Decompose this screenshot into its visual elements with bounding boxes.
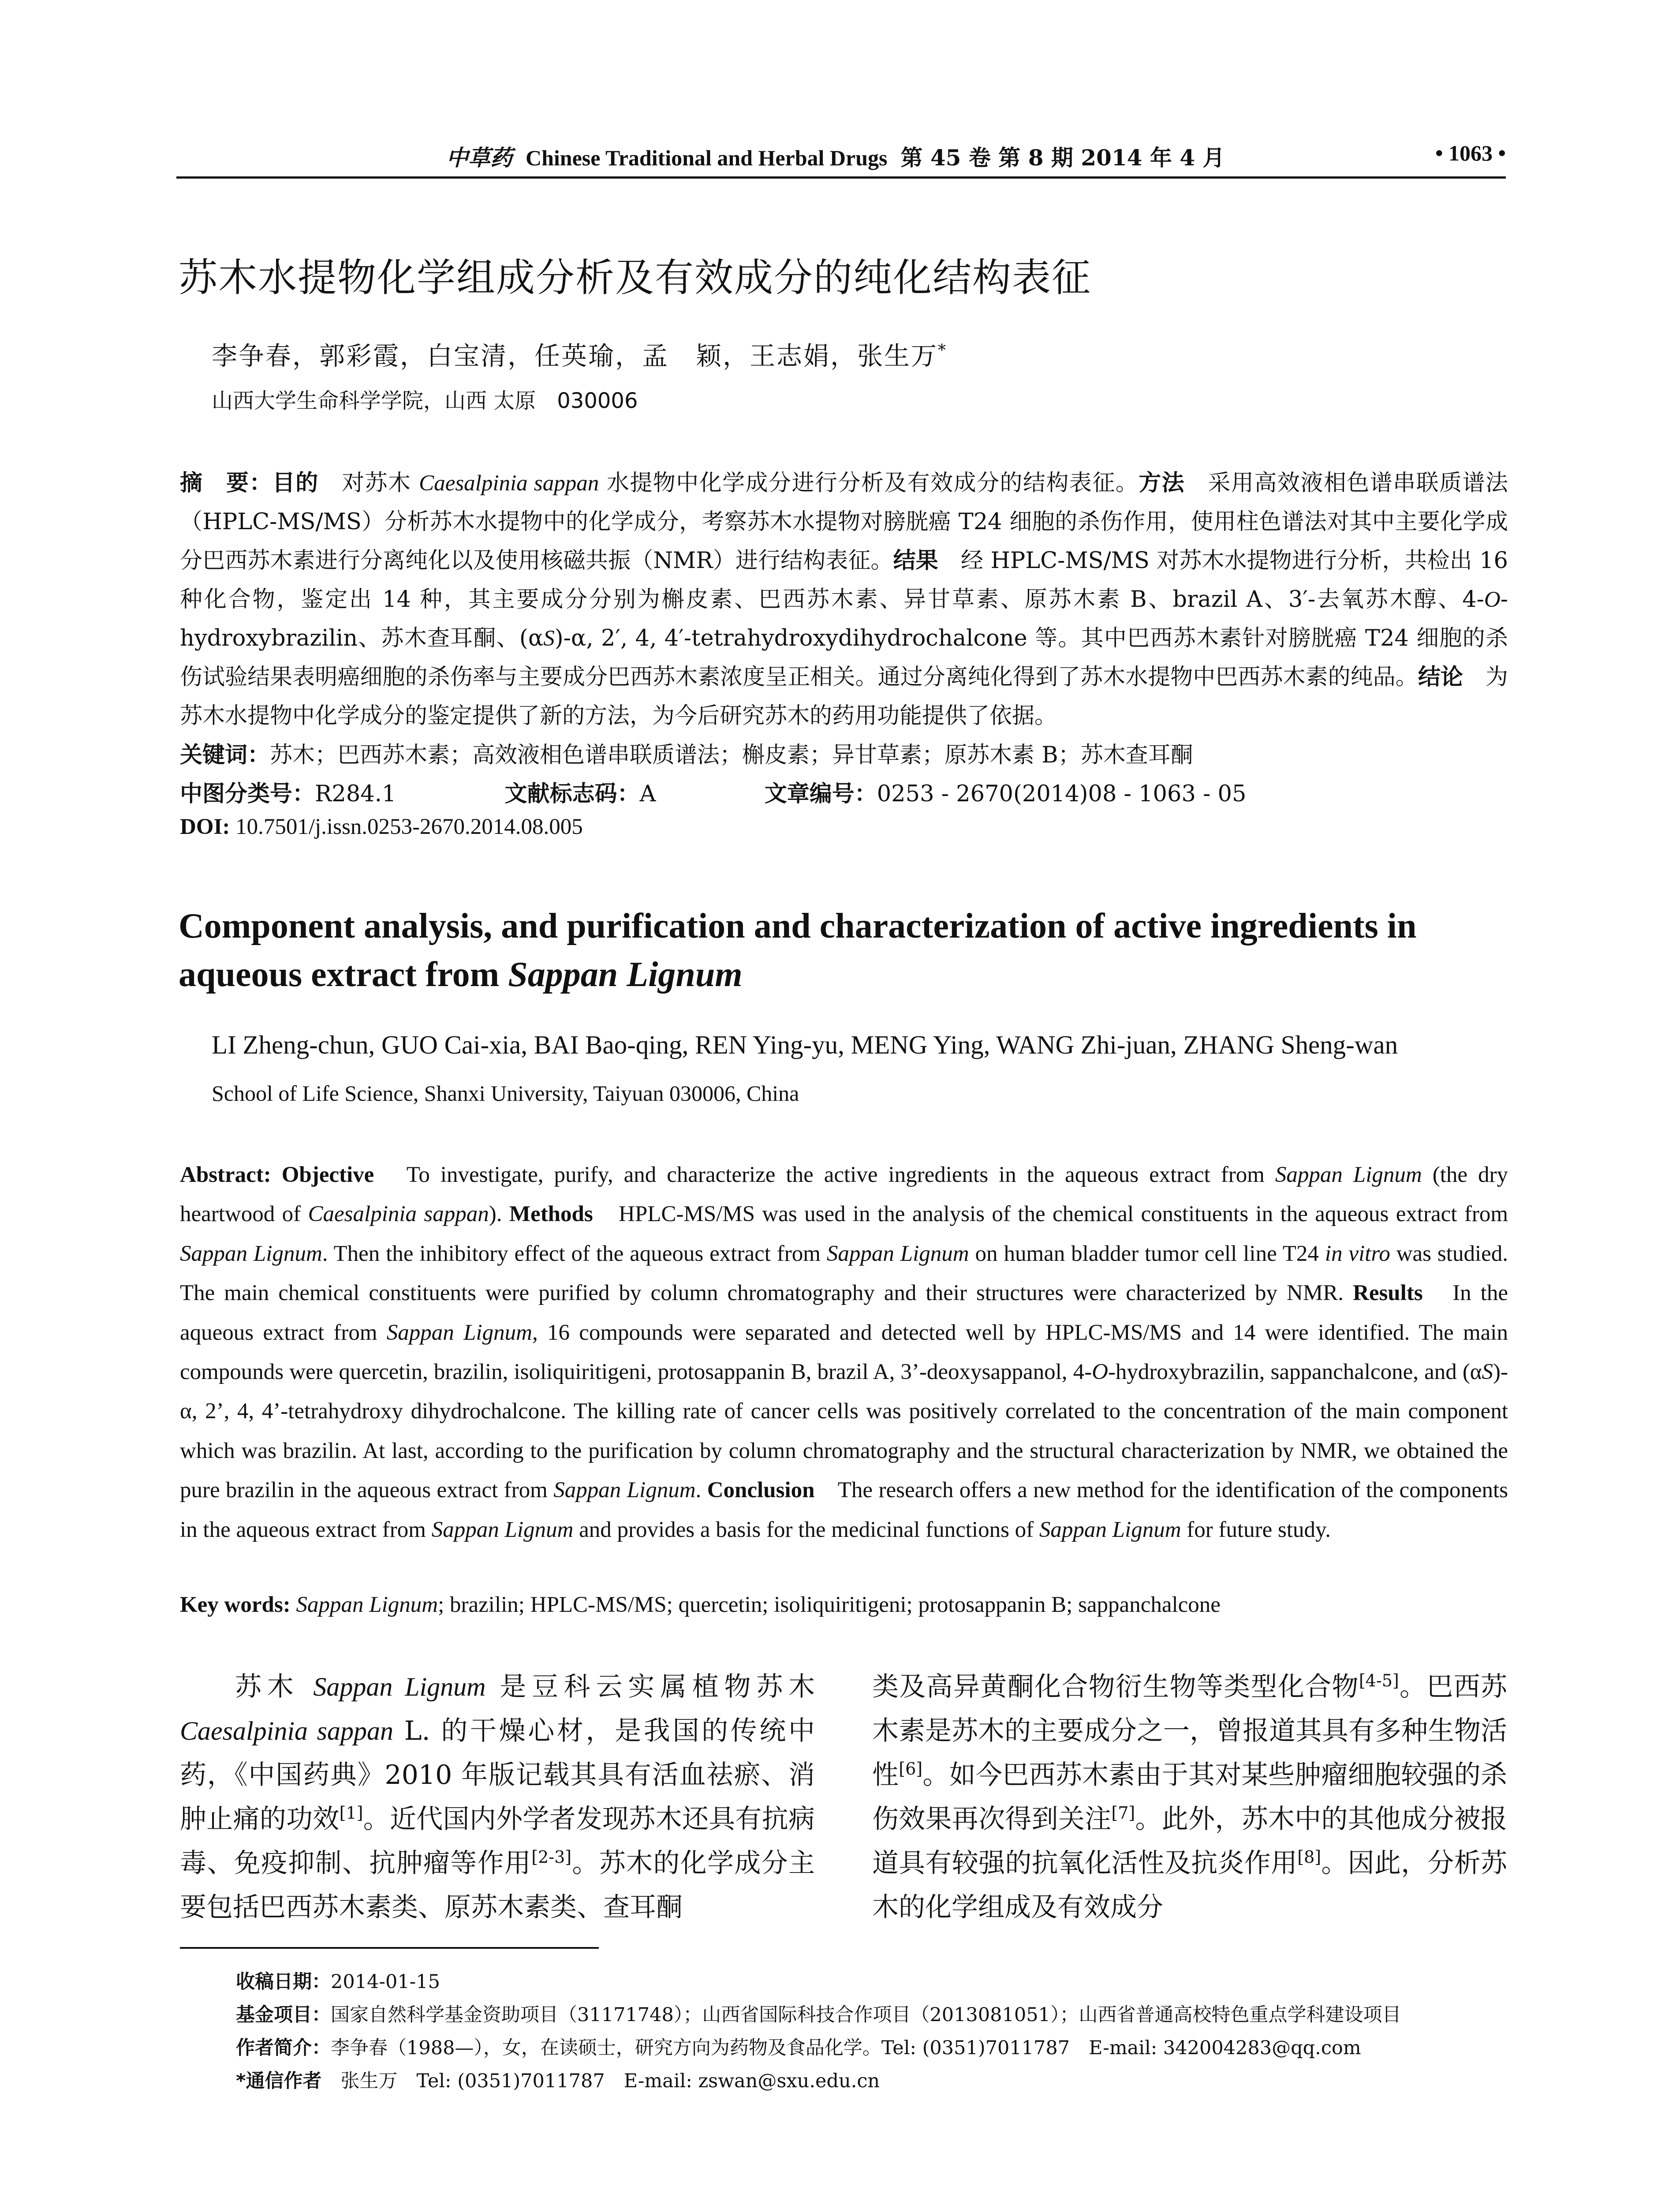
conclusion-text: 为苏木水提物中化学成分的鉴定提供了新的方法，为今后研究苏木的药用功能提供了依据。: [180, 664, 1508, 729]
italic-sappan: Sappan Lignum: [826, 1241, 969, 1266]
authors-cn-text: 李争春，郭彩霞，白宝清，任英瑜，孟 颖，王志娟，张生万: [212, 341, 938, 371]
corresponding-mark: *: [938, 341, 948, 360]
title-en-italic: Sappan Lignum: [508, 955, 743, 994]
body-text: 是豆科云实属植物苏木: [485, 1671, 815, 1702]
abstract-cn: [180, 464, 1508, 736]
journal-name-en: Chinese Traditional and Herbal Drugs: [526, 146, 888, 170]
author-bio-text: 李争春（1988—），女，在读硕士，研究方向为药物及食品化学。Tel: (0351)7011787 E-mail: 342004283@qq.com: [331, 2037, 1361, 2059]
abstract-en-text: (the dry heartwood of: [180, 1162, 1508, 1227]
objective-text: 对苏木: [318, 470, 419, 496]
abstract-en-text: In the aqueous extract from: [180, 1281, 1508, 1345]
clc-label: 中图分类号：: [180, 781, 315, 807]
classification-line: [180, 775, 1246, 808]
journal-name: [446, 140, 1225, 172]
italic-sappan: Sappan Lignum: [553, 1478, 696, 1503]
keywords-en: [180, 1592, 1508, 1618]
received-date: 2014-01-15: [331, 1971, 440, 1993]
results-text-3: )-α, 2′, 4, 4′-tetrahydroxydihydrochalcone 等。其中巴西苏木素针对膀胱癌 T24 细胞的杀伤试验结果表明癌细胞的杀伤率与主要成分巴西苏木素浓度呈正相关。通过分离纯化得到了苏木水提物中巴西苏木素的纯品。: [180, 625, 1508, 690]
article-number-value: 0253 - 2670(2014)08 - 1063 - 05: [877, 781, 1247, 807]
body-text: 。近代国内外学者发现苏木还具有抗病毒、免疫抑制、抗肿瘤等作用: [180, 1804, 815, 1879]
body-italic: Sappan Lignum: [313, 1672, 486, 1701]
objective-label: 目的: [272, 470, 319, 496]
italic-o: O: [1092, 1360, 1108, 1385]
abstract-en: [180, 1155, 1508, 1550]
footnote-author: [236, 2033, 1515, 2060]
title-en-text: Component analysis, and purification and characterization of active ingredients in aqueous extract from: [179, 907, 1417, 994]
abstract-en-label: Abstract: Objective: [180, 1162, 374, 1187]
abstract-en-text: To investigate, purify, and characterize the active ingredients in the aqueous extract from: [374, 1162, 1275, 1187]
authors-cn: [212, 335, 947, 372]
keywords-en-label: Key words:: [180, 1592, 291, 1617]
italic-sappan: Sappan Lignum: [1275, 1162, 1422, 1187]
clc-value: R284.1: [315, 781, 396, 807]
doc-code-value: A: [639, 781, 656, 807]
results-label: 结果: [893, 548, 938, 574]
author-bio-label: 作者简介：: [236, 2037, 331, 2059]
results-text: 经 HPLC-MS/MS 对苏木水提物进行分析，共检出 16 种化合物，鉴定出 14 种，其主要成分分别为槲皮素、巴西苏木素、异甘草素、原苏木素 B、brazil A、3′-去氧苏木醇、4-: [180, 548, 1508, 613]
abstract-en-text: .: [695, 1478, 707, 1503]
body-text: 。苏木的化学成分主要包括巴西苏木素类、原苏木素类、查耳酮: [180, 1848, 815, 1923]
abstract-en-text: )-α, 2’, 4, 4’-tetrahydroxy dihydrochalcone. The killing rate of cancer cells was positively correlated to the concentration of the main component which was brazilin. At last, according to the purification by column chromatography and the structural characterization by NMR, we obtained the pure brazilin in the aqueous extract from: [180, 1360, 1508, 1503]
results-italic-o: O: [1484, 587, 1501, 612]
affiliation-cn: 山西大学生命科学学院，山西 太原 030006: [212, 389, 638, 413]
title-en: [179, 902, 1510, 999]
italic-sappan: Sappan Lignum: [431, 1517, 574, 1542]
fund-label: 基金项目：: [236, 2004, 331, 2026]
body-text: 。因此，分析苏木的化学组成及有效成分: [872, 1848, 1508, 1923]
doc-code-label: 文献标志码：: [504, 781, 640, 807]
citation: [1]: [339, 1803, 363, 1823]
body-text: 。巴西苏木素是苏木的主要成分之一，曾报道其具有多种生物活性: [872, 1671, 1508, 1790]
corresponding-label: *通信作者: [236, 2070, 322, 2092]
results-en-label: Results: [1352, 1281, 1423, 1306]
keywords-cn: [180, 736, 1193, 769]
conclusion-en-label: Conclusion: [707, 1478, 815, 1503]
abstract-en-text: -hydroxybrazilin, sappanchalcone, and (α: [1108, 1360, 1482, 1385]
abstract-label: 摘 要：: [180, 470, 273, 496]
italic-sappan: Sappan Lignum: [1039, 1517, 1181, 1542]
body-column-left: [180, 1665, 815, 1929]
footnote-received: [236, 1967, 1515, 1994]
received-label: 收稿日期：: [236, 1971, 331, 1993]
italic-sappan: Sappan Lignum: [386, 1320, 532, 1345]
keywords-cn-text: 苏木；巴西苏木素；高效液相色谱串联质谱法；槲皮素；异甘草素；原苏木素 B；苏木查耳酮: [270, 742, 1193, 768]
abstract-en-text: for future study.: [1181, 1517, 1331, 1542]
abstract-en-text: HPLC-MS/MS was used in the analysis of the chemical constituents in the aqueous extract from: [593, 1202, 1508, 1227]
running-header: [176, 140, 1506, 176]
affiliation-en: School of Life Science, Shanxi University, Taiyuan 030006, China: [212, 1081, 799, 1106]
corresponding-text: 张生万 Tel: (0351)7011787 E-mail: zswan@sxu.edu.cn: [321, 2070, 880, 2092]
latin-name: Caesalpinia sappan: [419, 471, 599, 496]
keywords-en-text: ; brazilin; HPLC-MS/MS; quercetin; isoliquiritigeni; protosappanin B; sappanchalcone: [438, 1592, 1221, 1617]
body-text: 。此外，苏木中的其他成分被报道具有较强的抗氧化活性及抗炎作用: [872, 1804, 1508, 1879]
methods-en-label: Methods: [509, 1202, 593, 1227]
citation: [2-3]: [531, 1847, 572, 1867]
abstract-en-text: The research offers a new method for the identification of the components in the aqueous extract from: [180, 1478, 1508, 1542]
doi-value: 10.7501/j.issn.0253-2670.2014.08.005: [230, 815, 583, 839]
doi-label: DOI:: [180, 815, 230, 839]
abstract-en-text: was studied. The main chemical constituents were purified by column chromatography and their structures were characterized by NMR.: [180, 1241, 1508, 1306]
italic-in-vitro: in vitro: [1325, 1241, 1390, 1266]
page-number: • 1063 •: [1435, 141, 1506, 165]
objective-text-2: 水提物中化学成分进行分析及有效成分的结构表征。: [599, 470, 1139, 496]
abstract-en-text: ).: [489, 1202, 509, 1227]
body-text: 苏木: [235, 1671, 314, 1702]
conclusion-label: 结论: [1418, 664, 1463, 690]
body-text: 类及高异黄酮化合物衍生物等类型化合物: [872, 1671, 1359, 1702]
citation: [7]: [1111, 1803, 1135, 1823]
authors-en: LI Zheng-chun, GUO Cai-xia, BAI Bao-qing, REN Ying-yu, MENG Ying, WANG Zhi-juan, ZHANG Sheng-wan: [212, 1030, 1398, 1059]
title-cn: 苏木水提物化学组成分析及有效成分的纯化结构表征: [179, 255, 1092, 300]
abstract-en-text: and provides a basis for the medicinal functions of: [573, 1517, 1039, 1542]
header-rule: [176, 176, 1506, 179]
body-column-right: [872, 1665, 1507, 1929]
fund-text: 国家自然科学基金资助项目（31171748）；山西省国际科技合作项目（2013081051）；山西省普通高校特色重点学科建设项目: [331, 2004, 1401, 2026]
doi-line: [180, 814, 583, 840]
italic-caesalpinia: Caesalpinia sappan: [308, 1202, 489, 1227]
journal-name-cn: 中草药: [446, 145, 512, 171]
keywords-cn-label: 关键词：: [180, 742, 270, 768]
results-italic-s: S: [543, 626, 555, 651]
body-text: L. 的干燥心材，是我国的传统中药，《中国药典》2010 年版记载其具有活血祛瘀、消肿止痛的功效: [180, 1715, 815, 1835]
abstract-en-text: on human bladder tumor cell line T24: [969, 1241, 1325, 1266]
citation: [4-5]: [1359, 1671, 1399, 1690]
body-italic: Caesalpinia sappan: [180, 1716, 393, 1745]
methods-label: 方法: [1139, 470, 1185, 496]
abstract-en-text: . Then the inhibitory effect of the aqueous extract from: [322, 1241, 827, 1266]
article-number-label: 文章编号：: [764, 781, 877, 807]
italic-s: S: [1482, 1360, 1493, 1385]
citation: [6]: [899, 1759, 923, 1779]
italic-sappan: Sappan Lignum: [180, 1241, 322, 1266]
footnote-fund: [236, 2000, 1515, 2027]
footnote-rule: [180, 1947, 599, 1949]
abstract-en-text: , 16 compounds were separated and detected well by HPLC-MS/MS and 14 were identified. The main compounds were quercetin, brazilin, isoliquiritigeni, protosappanin B, brazil A, 3’-deoxysappanol, 4-: [180, 1320, 1508, 1385]
footnote-corresponding: [236, 2066, 1515, 2093]
keywords-en-italic: Sappan Lignum: [290, 1592, 438, 1617]
results-text-2: -hydroxybrazilin、苏木查耳酮、(α: [180, 587, 1508, 651]
methods-text: 采用高效液相色谱串联质谱法（HPLC-MS/MS）分析苏木水提物中的化学成分，考察苏木水提物对膀胱癌 T24 细胞的杀伤作用，使用柱色谱法对其中主要化学成分巴西苏木素进行分离纯化以及使用核磁共振（NMR）进行结构表征。: [180, 470, 1508, 574]
citation: [8]: [1297, 1847, 1322, 1867]
issue-info: 第 45 卷 第 8 期 2014 年 4 月: [900, 145, 1225, 171]
body-text: 。如今巴西苏木素由于其对某些肿瘤细胞较强的杀伤效果再次得到关注: [872, 1760, 1508, 1835]
